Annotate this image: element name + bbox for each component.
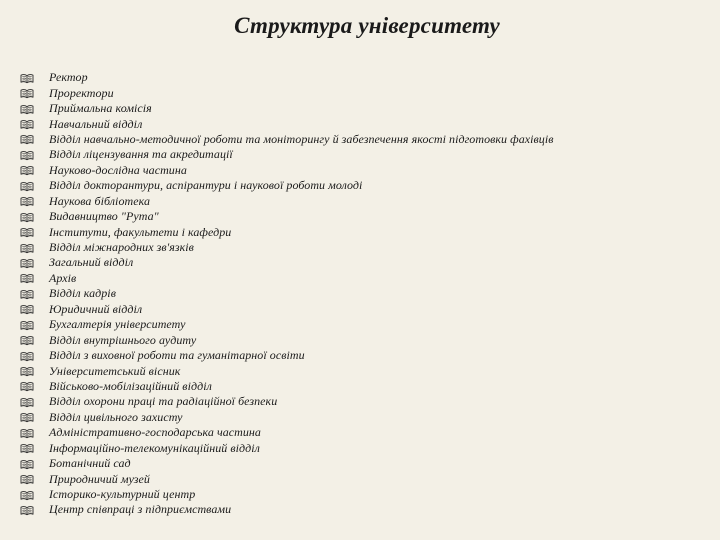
open-book-icon (20, 118, 34, 130)
list-item-label: Науково-дослідна частина (49, 162, 187, 177)
list-item (20, 302, 553, 317)
open-book-icon (20, 504, 34, 516)
list-item-label: Інформаційно-телекомунікаційний відділ (49, 440, 260, 455)
list-item-label: Інститути, факультети і кафедри (49, 224, 232, 239)
list-item-label: Історико-культурний центр (49, 487, 196, 502)
list-item-label: Приймальна комісія (49, 101, 152, 116)
open-book-icon (20, 334, 34, 346)
list-item-label: Університетський вісник (49, 363, 181, 378)
list-item (20, 363, 553, 378)
list-item (20, 209, 553, 224)
list-item-label: Ректор (49, 70, 88, 85)
open-book-icon (20, 489, 34, 501)
list-item-label: Військово-мобілізаційний відділ (49, 378, 212, 393)
list-item-label: Бухгалтерія університету (49, 317, 186, 332)
list-item (20, 332, 553, 347)
list-item (20, 441, 553, 456)
list-item-label: Відділ цивільного захисту (49, 409, 183, 424)
open-book-icon (20, 473, 34, 485)
open-book-icon (20, 149, 34, 161)
open-book-icon (20, 133, 34, 145)
list-item-label: Природничий музей (49, 471, 150, 486)
open-book-icon (20, 303, 34, 315)
list-item (20, 147, 553, 162)
open-book-icon (20, 380, 34, 392)
list-item-label: Відділ докторантури, аспірантури і наукової роботи молоді (49, 178, 363, 193)
list-item (20, 487, 553, 502)
open-book-icon (20, 164, 34, 176)
open-book-icon (20, 411, 34, 423)
list-item (20, 410, 553, 425)
list-item-label: Відділ ліцензування та акредитації (49, 147, 233, 162)
slide-title: Структура університету (234, 13, 500, 38)
list-item (20, 471, 553, 486)
list-item-label: Відділ охорони праці та радіаційної безпеки (49, 394, 278, 409)
open-book-icon (20, 458, 34, 470)
list-item (20, 425, 553, 440)
list-item (20, 178, 553, 193)
list-item (20, 101, 553, 116)
list-item-label: Наукова бібліотека (49, 193, 150, 208)
open-book-icon (20, 272, 34, 284)
list-item-label: Видавництво "Рута" (49, 209, 159, 224)
open-book-icon (20, 226, 34, 238)
list-item (20, 348, 553, 363)
list-item (20, 502, 553, 517)
open-book-icon (20, 427, 34, 439)
list-item (20, 255, 553, 270)
list-item (20, 116, 553, 131)
list-item-label: Адміністративно-господарська частина (49, 425, 261, 440)
list-item (20, 286, 553, 301)
list-item-label: Навчальний відділ (49, 116, 143, 131)
list-item-label: Юридичний відділ (49, 301, 143, 316)
open-book-icon (20, 242, 34, 254)
open-book-icon (20, 288, 34, 300)
open-book-icon (20, 442, 34, 454)
list-item (20, 224, 553, 239)
open-book-icon (20, 103, 34, 115)
structure-list (20, 70, 553, 518)
open-book-icon (20, 350, 34, 362)
list-item-label: Центр співпраці з підприємствами (49, 502, 232, 517)
list-item-label: Відділ з виховної роботи та гуманітарної освіти (49, 348, 305, 363)
open-book-icon (20, 87, 34, 99)
open-book-icon (20, 72, 34, 84)
list-item-label: Загальний відділ (49, 255, 134, 270)
open-book-icon (20, 319, 34, 331)
list-item (20, 194, 553, 209)
open-book-icon (20, 396, 34, 408)
open-book-icon (20, 211, 34, 223)
open-book-icon (20, 257, 34, 269)
list-item (20, 271, 553, 286)
open-book-icon (20, 180, 34, 192)
list-item (20, 456, 553, 471)
list-item-label: Архів (49, 270, 77, 285)
list-item (20, 240, 553, 255)
list-item-label: Відділ навчально-методичної роботи та моніторингу й забезпечення якості підготовки фахівців (49, 131, 554, 146)
list-item (20, 163, 553, 178)
list-item (20, 394, 553, 409)
list-item (20, 317, 553, 332)
list-item (20, 85, 553, 100)
list-item-label: Проректори (49, 85, 114, 100)
list-item (20, 70, 553, 85)
open-book-icon (20, 365, 34, 377)
open-book-icon (20, 195, 34, 207)
list-item (20, 379, 553, 394)
list-item-label: Ботанічний сад (49, 456, 131, 471)
list-item-label: Відділ внутрішнього аудиту (49, 332, 197, 347)
list-item (20, 132, 553, 147)
list-item-label: Відділ міжнародних зв'язків (49, 240, 194, 255)
list-item-label: Відділ кадрів (49, 286, 116, 301)
